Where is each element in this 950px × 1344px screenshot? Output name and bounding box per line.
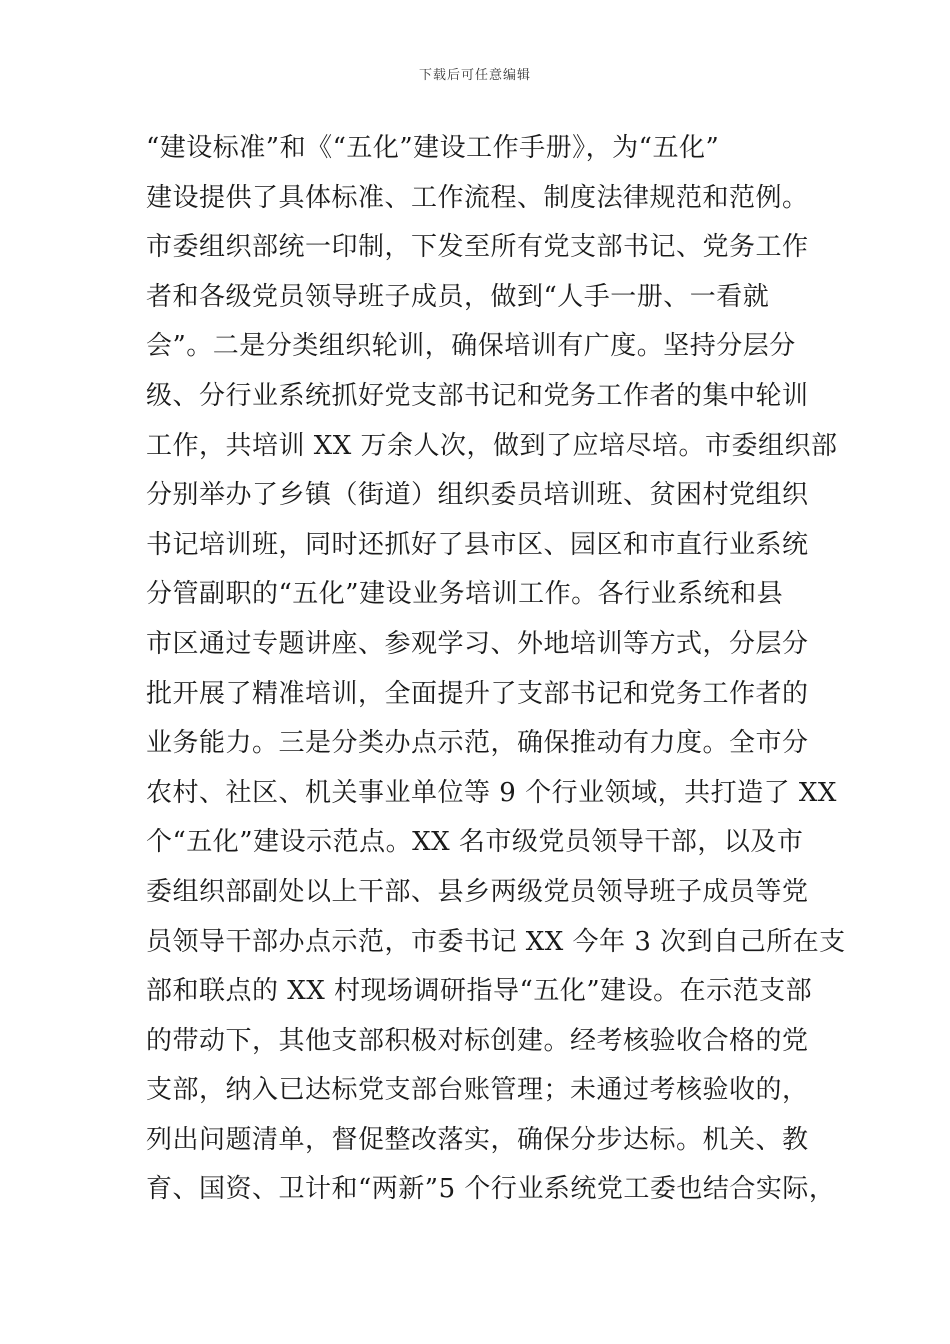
text-line: 分别举办了乡镇（街道）组织委员培训班、贫困村党组织 bbox=[146, 480, 809, 511]
text-line: 工作，共培训 XX 万余人次，做到了应培尽培。市委组织部 bbox=[146, 430, 838, 461]
page-header: 下载后可任意编辑 bbox=[418, 68, 531, 83]
text-line: 列出问题清单，督促整改落实，确保分步达标。机关、教 bbox=[146, 1124, 809, 1155]
text-line: 级、分行业系统抓好党支部书记和党务工作者的集中轮训 bbox=[146, 380, 809, 411]
text-line: 育、国资、卫计和“两新”5 个行业系统党工委也结合实际， bbox=[146, 1174, 836, 1205]
text-line: 会”。二是分类组织轮训，确保培训有广度。坚持分层分 bbox=[146, 331, 796, 362]
document-body bbox=[146, 124, 846, 1215]
text-line: “建设标准”和《“五化”建设工作手册》，为“五化” bbox=[146, 133, 720, 163]
text-line: 农村、社区、机关事业单位等 9 个行业领域，共打造了 XX bbox=[146, 777, 837, 808]
text-line: 员领导干部办点示范，市委书记 XX 今年 3 次到自己所在支 bbox=[146, 926, 846, 957]
text-line: 建设提供了具体标准、工作流程、制度法律规范和范例。 bbox=[146, 182, 809, 213]
text-line: 部和联点的 XX 村现场调研指导“五化”建设。在示范支部 bbox=[146, 976, 813, 1007]
text-line: 业务能力。三是分类办点示范，确保推动有力度。全市分 bbox=[146, 728, 809, 759]
text-line: 委组织部副处以上干部、县乡两级党员领导班子成员等党 bbox=[146, 876, 809, 907]
text-line: 书记培训班，同时还抓好了县市区、园区和市直行业系统 bbox=[146, 529, 809, 560]
text-line: 市区通过专题讲座、参观学习、外地培训等方式，分层分 bbox=[146, 628, 809, 659]
text-line: 的带动下，其他支部积极对标创建。经考核验收合格的党 bbox=[146, 1025, 809, 1056]
text-line: 分管副职的“五化”建设业务培训工作。各行业系统和县 bbox=[146, 579, 784, 610]
text-line: 者和各级党员领导班子成员，做到“人手一册、一看就 bbox=[146, 281, 770, 312]
text-line: 市委组织部统一印制，下发至所有党支部书记、党务工作 bbox=[146, 232, 809, 263]
text-line: 支部，纳入已达标党支部台账管理；未通过考核验收的， bbox=[146, 1075, 809, 1106]
text-line: 个“五化”建设示范点。XX 名市级党员领导干部，以及市 bbox=[146, 827, 804, 858]
text-line: 批开展了精准培训，全面提升了支部书记和党务工作者的 bbox=[146, 678, 809, 709]
